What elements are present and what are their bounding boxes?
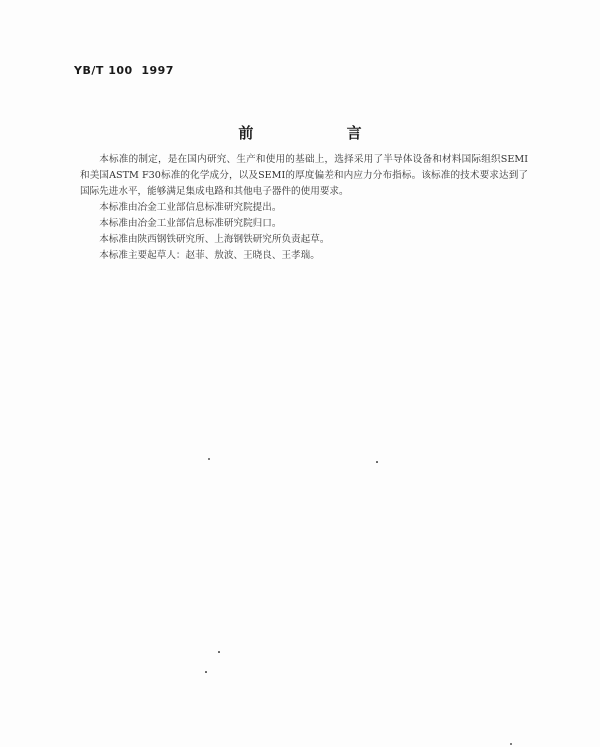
scan-speck [218,651,220,653]
foreword-paragraph: 本标准由冶金工业部信息标准研究院提出。 [99,202,282,213]
page-title: 前 言 [238,124,406,142]
scan-speck [376,461,378,463]
foreword-body [80,152,528,264]
scan-speck [510,743,512,745]
standard-code: YB/T 100 1997 [74,64,174,77]
scan-speck [208,458,210,460]
scan-speck [205,671,207,673]
foreword-paragraph: 本标准主要起草人：赵菲、敖波、王晓良、王孝瑞。 [99,250,320,261]
foreword-paragraph: 本标准由陕西钢铁研究所、上海钢铁研究所负责起草。 [99,234,330,245]
foreword-paragraph: 本标准的制定，是在国内研究、生产和使用的基础上，选择采用了半导体设备和材料国际组织SEMI和美国ASTM F30标准的化学成分，以及SEMI的厚度偏差和内应力分布指标。该标准的技术要求达到了国际先进水平，能够满足集成电路和其他电子器件的使用要求。 [80,154,528,197]
foreword-paragraph: 本标准由冶金工业部信息标准研究院归口。 [99,218,282,229]
